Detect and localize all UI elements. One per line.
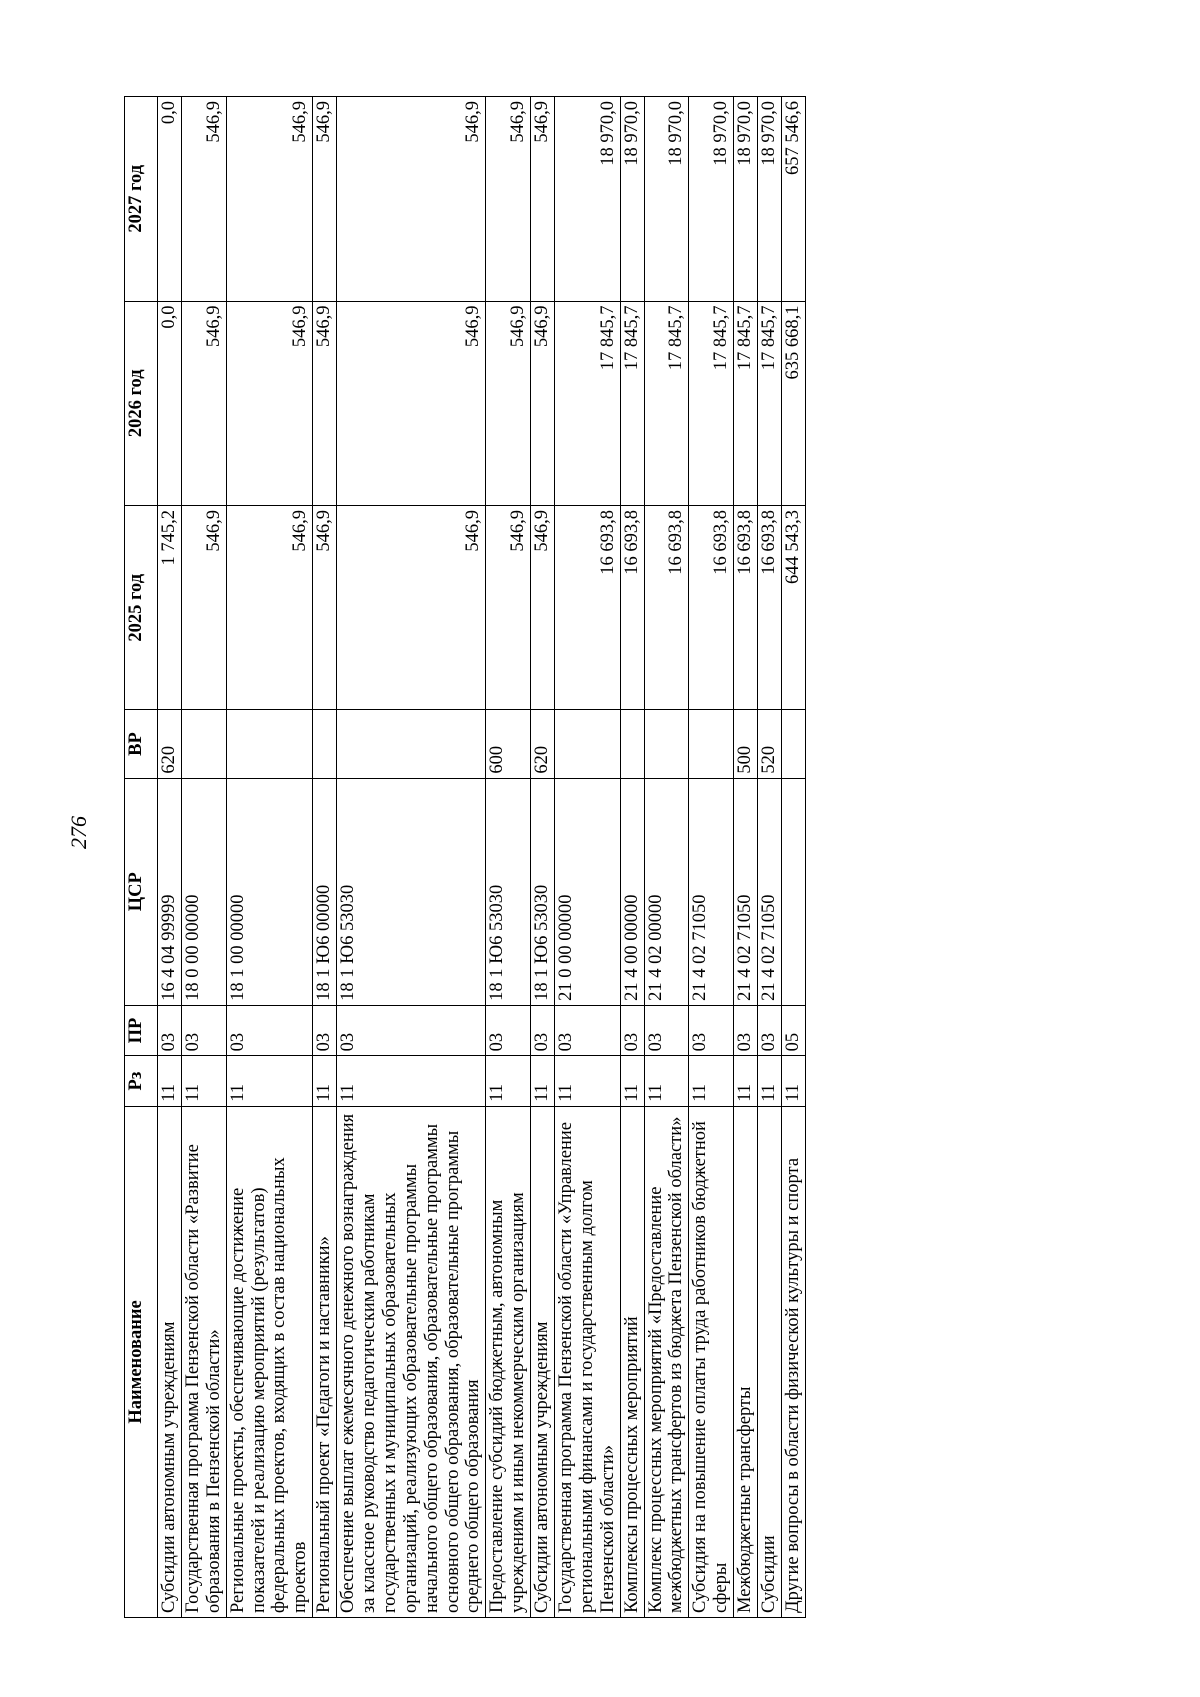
row-pr: 03: [158, 1005, 182, 1055]
header-2027: 2027 год: [125, 97, 158, 302]
row-2027: 18 970,0: [758, 97, 782, 302]
row-pr: 03: [531, 1005, 555, 1055]
row-name: Предоставление субсидий бюджетным, автономным учреждениям и иным некоммерческим организациям: [486, 1106, 531, 1617]
row-2027: 657 546,6: [781, 97, 805, 302]
row-csr: 21 4 02 71050: [734, 778, 758, 1005]
header-2026: 2026 год: [125, 301, 158, 505]
row-2026: 635 668,1: [781, 301, 805, 505]
row-name: Субсидии автономным учреждениям: [158, 1106, 182, 1617]
row-vr: 520: [758, 710, 782, 778]
row-name: Комплексы процессных мероприятий: [620, 1106, 644, 1617]
row-2026: 546,9: [181, 301, 226, 505]
row-name: Региональный проект «Педагоги и наставники»: [313, 1106, 337, 1617]
row-csr: 21 4 00 00000: [620, 778, 644, 1005]
table-row: [531, 97, 555, 1618]
budget-table: [124, 96, 806, 1618]
row-2027: 18 970,0: [689, 97, 734, 302]
row-vr: [689, 710, 734, 778]
row-csr: 18 1 Ю6 53030: [337, 778, 486, 1005]
row-vr: [781, 710, 805, 778]
row-2027: 18 970,0: [620, 97, 644, 302]
row-csr: 21 4 02 00000: [644, 778, 689, 1005]
row-2026: 17 845,7: [689, 301, 734, 505]
row-csr: 21 4 02 71050: [689, 778, 734, 1005]
row-2025: 16 693,8: [555, 506, 621, 710]
table-row: [758, 97, 782, 1618]
table-header-row: [125, 97, 158, 1618]
row-rz: 11: [226, 1056, 313, 1106]
row-rz: 11: [644, 1056, 689, 1106]
row-pr: 03: [689, 1005, 734, 1055]
row-name: Субсидия на повышение оплаты труда работников бюджетной сферы: [689, 1106, 734, 1617]
table-row: [313, 97, 337, 1618]
row-name: Государственная программа Пензенской области «Развитие образования в Пензенской области»: [181, 1106, 226, 1617]
row-vr: [555, 710, 621, 778]
row-2026: 546,9: [531, 301, 555, 505]
row-2026: 17 845,7: [555, 301, 621, 505]
row-pr: 03: [734, 1005, 758, 1055]
row-vr: [226, 710, 313, 778]
row-pr: 03: [313, 1005, 337, 1055]
row-rz: 11: [531, 1056, 555, 1106]
row-2025: 16 693,8: [689, 506, 734, 710]
row-vr: 600: [486, 710, 531, 778]
row-vr: 620: [158, 710, 182, 778]
table-row: [781, 97, 805, 1618]
row-2025: 546,9: [313, 506, 337, 710]
row-2025: 546,9: [531, 506, 555, 710]
row-2027: 18 970,0: [555, 97, 621, 302]
row-name: Субсидии: [758, 1106, 782, 1617]
row-2026: 546,9: [226, 301, 313, 505]
row-csr: 18 1 Ю6 53030: [531, 778, 555, 1005]
table-row: [689, 97, 734, 1618]
row-2027: 18 970,0: [734, 97, 758, 302]
row-2025: 16 693,8: [734, 506, 758, 710]
header-csr: ЦСР: [125, 778, 158, 1005]
row-rz: 11: [337, 1056, 486, 1106]
row-rz: 11: [555, 1056, 621, 1106]
row-2027: 546,9: [531, 97, 555, 302]
row-rz: 11: [181, 1056, 226, 1106]
row-vr: [181, 710, 226, 778]
row-csr: 21 4 02 71050: [758, 778, 782, 1005]
row-name: Комплекс процессных мероприятий «Предоставление межбюджетных трансфертов из бюджета Пензенской области»: [644, 1106, 689, 1617]
row-rz: 11: [620, 1056, 644, 1106]
row-2027: 0,0: [158, 97, 182, 302]
row-rz: 11: [486, 1056, 531, 1106]
table-row: [734, 97, 758, 1618]
row-rz: 11: [734, 1056, 758, 1106]
row-2026: 17 845,7: [620, 301, 644, 505]
table-row: [158, 97, 182, 1618]
row-name: Государственная программа Пензенской области «Управление региональными финансами и государственным долгом Пензенской области»: [555, 1106, 621, 1617]
row-2025: 16 693,8: [758, 506, 782, 710]
row-pr: 03: [337, 1005, 486, 1055]
row-name: Межбюджетные трансферты: [734, 1106, 758, 1617]
page-number: 276: [66, 816, 91, 849]
row-vr: [644, 710, 689, 778]
row-vr: 500: [734, 710, 758, 778]
row-rz: 11: [758, 1056, 782, 1106]
row-2026: 17 845,7: [734, 301, 758, 505]
row-rz: 11: [689, 1056, 734, 1106]
row-name: Региональные проекты, обеспечивающие достижение показателей и реализацию мероприятий (результатов) федеральных проектов, входящих в состав национальных проектов: [226, 1106, 313, 1617]
row-csr: 21 0 00 00000: [555, 778, 621, 1005]
row-pr: 03: [486, 1005, 531, 1055]
row-vr: 620: [531, 710, 555, 778]
row-2025: 16 693,8: [620, 506, 644, 710]
row-pr: 03: [555, 1005, 621, 1055]
table-row: [337, 97, 486, 1618]
row-2026: 0,0: [158, 301, 182, 505]
header-rz: Рз: [125, 1056, 158, 1106]
row-name: Субсидии автономным учреждениям: [531, 1106, 555, 1617]
row-2027: 546,9: [337, 97, 486, 302]
table-row: [226, 97, 313, 1618]
row-2025: 546,9: [181, 506, 226, 710]
row-csr: 18 1 00 00000: [226, 778, 313, 1005]
table-row: [555, 97, 621, 1618]
header-name: Наименование: [125, 1106, 158, 1617]
row-vr: [337, 710, 486, 778]
row-2025: 546,9: [337, 506, 486, 710]
row-name: Другие вопросы в области физической культуры и спорта: [781, 1106, 805, 1617]
row-csr: [781, 778, 805, 1005]
row-2025: 1 745,2: [158, 506, 182, 710]
row-vr: [313, 710, 337, 778]
row-pr: 03: [620, 1005, 644, 1055]
row-vr: [620, 710, 644, 778]
row-2025: 546,9: [226, 506, 313, 710]
table-row: [486, 97, 531, 1618]
row-2026: 17 845,7: [644, 301, 689, 505]
row-pr: 03: [181, 1005, 226, 1055]
row-pr: 05: [781, 1005, 805, 1055]
row-pr: 03: [644, 1005, 689, 1055]
row-rz: 11: [313, 1056, 337, 1106]
row-2025: 16 693,8: [644, 506, 689, 710]
row-csr: 18 0 00 00000: [181, 778, 226, 1005]
table-row: [644, 97, 689, 1618]
header-2025: 2025 год: [125, 506, 158, 710]
row-name: Обеспечение выплат ежемесячного денежного вознаграждения за классное руководство педагогическим работникам государственных и муниципальных образовательных организаций, реализующих образовательные программы начального общего образования, образовательные программы основного общего образования, образовательные программы среднего общего образования: [337, 1106, 486, 1617]
header-pr: ПР: [125, 1005, 158, 1055]
row-pr: 03: [758, 1005, 782, 1055]
row-pr: 03: [226, 1005, 313, 1055]
row-2025: 546,9: [486, 506, 531, 710]
row-rz: 11: [781, 1056, 805, 1106]
row-2027: 546,9: [226, 97, 313, 302]
table-row: [181, 97, 226, 1618]
table-row: [620, 97, 644, 1618]
row-2027: 546,9: [181, 97, 226, 302]
row-2026: 546,9: [313, 301, 337, 505]
row-csr: 18 1 Ю6 53030: [486, 778, 531, 1005]
row-csr: 18 1 Ю6 00000: [313, 778, 337, 1005]
header-vr: ВР: [125, 710, 158, 778]
row-2026: 546,9: [337, 301, 486, 505]
row-2027: 546,9: [486, 97, 531, 302]
row-2027: 546,9: [313, 97, 337, 302]
budget-table-container: [124, 96, 1066, 1618]
row-2025: 644 543,3: [781, 506, 805, 710]
row-2026: 546,9: [486, 301, 531, 505]
row-2027: 18 970,0: [644, 97, 689, 302]
row-csr: 16 4 04 99999: [158, 778, 182, 1005]
row-2026: 17 845,7: [758, 301, 782, 505]
row-rz: 11: [158, 1056, 182, 1106]
